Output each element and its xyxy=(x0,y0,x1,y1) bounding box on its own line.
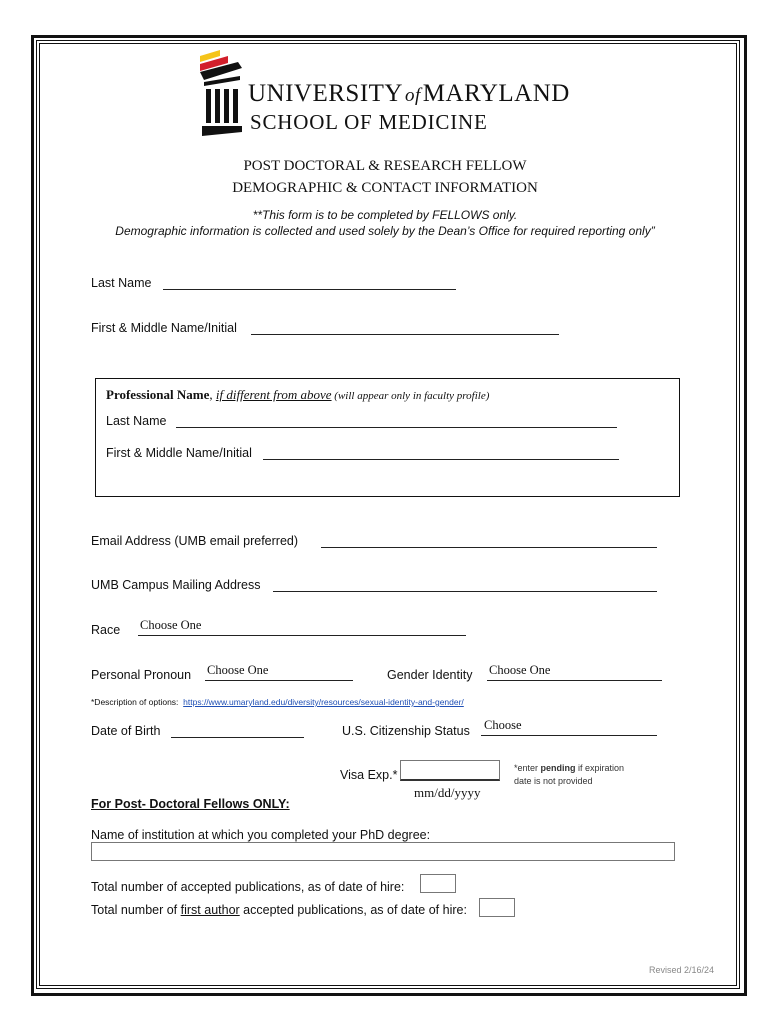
visa-note-pre: *enter xyxy=(514,763,541,773)
publications-label: Total number of accepted publications, as of date of hire: xyxy=(91,880,405,894)
form-title-line2: DEMOGRAPHIC & CONTACT INFORMATION xyxy=(232,180,538,196)
citizenship-select[interactable] xyxy=(481,719,657,736)
prof-last-name-field[interactable] xyxy=(176,413,617,428)
if-different-text: if different from above xyxy=(215,387,332,402)
first-author-post: accepted publications, as of date of hire: xyxy=(239,903,467,917)
gender-label: Gender Identity xyxy=(387,668,473,682)
visa-note-post: if expiration xyxy=(575,763,625,773)
description-row xyxy=(91,697,464,707)
professional-name-box xyxy=(95,378,680,497)
gender-select[interactable] xyxy=(487,664,662,681)
pronoun-label: Personal Pronoun xyxy=(91,668,192,682)
first-middle-label: First & Middle Name/Initial xyxy=(91,321,237,335)
email-label: Email Address (UMB email preferred) xyxy=(91,534,299,548)
postdoc-heading: For Post- Doctoral Fellows ONLY: xyxy=(91,797,290,811)
umsom-logo xyxy=(198,46,578,141)
visa-label: Visa Exp.* xyxy=(340,768,398,782)
heading-comma: , xyxy=(209,387,216,402)
dome-icon xyxy=(198,46,244,138)
publications-field[interactable] xyxy=(420,874,456,893)
logo-university: UNIVERSITY xyxy=(248,80,403,107)
mailing-address-field[interactable] xyxy=(273,577,657,592)
faculty-profile-note: (will appear only in faculty profile) xyxy=(331,390,490,402)
race-label: Race xyxy=(91,623,121,637)
prof-first-middle-field[interactable] xyxy=(263,445,619,460)
first-author-field[interactable] xyxy=(479,898,515,917)
revised-date: Revised 2/16/24 xyxy=(649,965,715,975)
visa-note-line2: date is not provided xyxy=(514,776,593,786)
visa-exp-field[interactable] xyxy=(400,760,500,781)
gender-select-value: Choose One xyxy=(489,663,551,677)
description-link[interactable]: https://www.umaryland.edu/diversity/resources/sexual-identity-and-gender/ xyxy=(183,697,464,707)
institution-field[interactable] xyxy=(91,842,675,861)
form-note-line2: Demographic information is collected and used solely by the Dean’s Office for required reporting only” xyxy=(115,224,655,238)
last-name-label: Last Name xyxy=(91,276,152,290)
dob-field[interactable] xyxy=(171,723,304,738)
professional-name-bold: Professional Name xyxy=(106,387,210,402)
logo-of: of xyxy=(405,85,421,106)
email-field[interactable] xyxy=(321,533,657,548)
visa-date-hint: mm/dd/yyyy xyxy=(414,785,481,800)
first-author-pre: Total number of xyxy=(91,903,181,917)
visa-note xyxy=(514,762,624,788)
logo-maryland: MARYLAND xyxy=(422,80,570,107)
first-author-underlined: first author xyxy=(180,903,240,917)
race-select-value: Choose One xyxy=(140,618,202,632)
form-title-line1: POST DOCTORAL & RESEARCH FELLOW xyxy=(243,158,527,174)
dob-label: Date of Birth xyxy=(91,724,161,738)
pronoun-select-value: Choose One xyxy=(207,663,269,677)
visa-note-bold: pending xyxy=(540,763,576,773)
professional-name-heading xyxy=(106,387,489,403)
prof-last-name-label: Last Name xyxy=(106,414,167,428)
mailing-address-label: UMB Campus Mailing Address xyxy=(91,578,261,592)
logo-school-line: SCHOOL OF MEDICINE xyxy=(250,110,488,134)
citizenship-select-value: Choose xyxy=(484,718,522,732)
pronoun-select[interactable] xyxy=(205,664,353,681)
race-select[interactable] xyxy=(138,619,466,636)
last-name-field[interactable] xyxy=(163,275,456,290)
description-label: *Description of options: xyxy=(91,697,179,707)
prof-first-middle-label: First & Middle Name/Initial xyxy=(106,446,252,460)
citizenship-label: U.S. Citizenship Status xyxy=(342,724,470,738)
first-middle-field[interactable] xyxy=(251,320,559,335)
first-author-label xyxy=(91,903,467,917)
institution-label: Name of institution at which you completed your PhD degree: xyxy=(91,828,431,842)
form-note-line1: **This form is to be completed by FELLOWS only. xyxy=(252,208,518,222)
